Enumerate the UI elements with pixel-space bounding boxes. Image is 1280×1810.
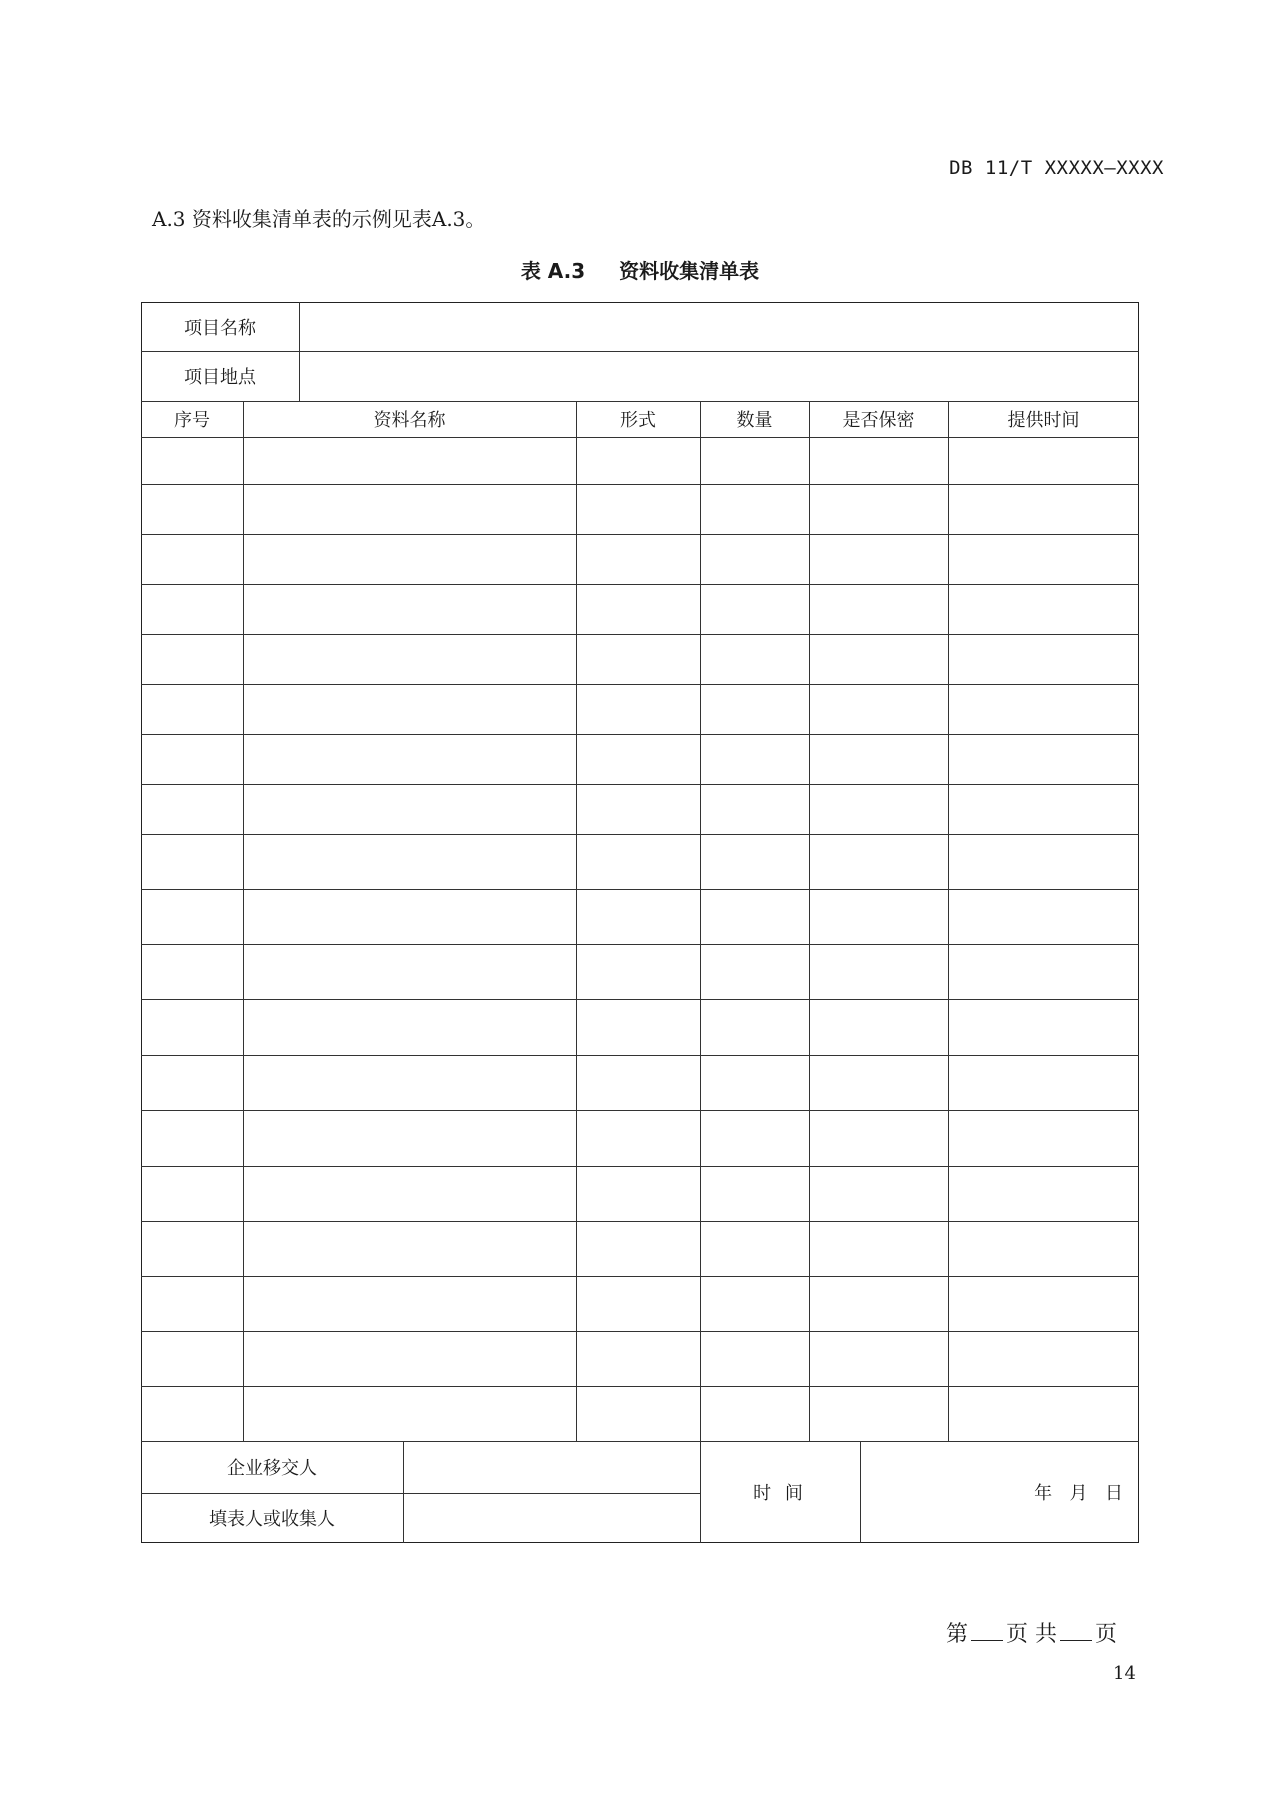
table-caption-title: 资料收集清单表 (619, 259, 760, 283)
project-name-field[interactable] (299, 302, 1139, 351)
table-cell[interactable] (700, 1166, 809, 1221)
table-cell[interactable] (700, 484, 809, 534)
table-cell[interactable] (948, 437, 1139, 484)
table-cell[interactable] (576, 1221, 700, 1276)
table-cell[interactable] (141, 1166, 243, 1221)
table-cell[interactable] (948, 999, 1139, 1055)
table-cell[interactable] (700, 1110, 809, 1166)
table-cell[interactable] (809, 734, 948, 784)
table-cell[interactable] (243, 684, 576, 734)
table-cell[interactable] (576, 684, 700, 734)
table-cell[interactable] (948, 1166, 1139, 1221)
project-name-label: 项目名称 (184, 317, 256, 339)
table-cell[interactable] (809, 1331, 948, 1386)
table-cell[interactable] (243, 437, 576, 484)
page-number: 14 (1113, 1663, 1136, 1684)
table-cell[interactable] (948, 1276, 1139, 1331)
page-prefix: 第 (946, 1622, 969, 1647)
table-cell[interactable] (576, 534, 700, 584)
table-cell[interactable] (576, 944, 700, 999)
table-cell[interactable] (809, 1055, 948, 1110)
table-cell[interactable] (243, 999, 576, 1055)
current-page-blank[interactable] (971, 1624, 1003, 1641)
table-cell[interactable] (576, 784, 700, 834)
table-cell[interactable] (700, 534, 809, 584)
table-cell[interactable] (948, 1386, 1139, 1441)
table-cell[interactable] (243, 1110, 576, 1166)
intro-text: A.3 资料收集清单表的示例见表A.3。 (152, 207, 486, 231)
page-suffix: 页 (1095, 1622, 1118, 1647)
filler-field[interactable] (403, 1493, 700, 1543)
table-cell[interactable] (576, 484, 700, 534)
page-count-footer (946, 1617, 1117, 1648)
table-cell[interactable] (809, 437, 948, 484)
table-cell[interactable] (809, 684, 948, 734)
table-cell[interactable] (141, 1386, 243, 1441)
table-cell[interactable] (700, 784, 809, 834)
table-cell[interactable] (576, 1055, 700, 1110)
table-cell[interactable] (700, 834, 809, 889)
table-cell[interactable] (948, 1055, 1139, 1110)
table-cell[interactable] (243, 1055, 576, 1110)
table-cell[interactable] (700, 634, 809, 684)
table-cell[interactable] (809, 944, 948, 999)
table-cell[interactable] (700, 584, 809, 634)
table-cell[interactable] (243, 834, 576, 889)
table-cell[interactable] (576, 1386, 700, 1441)
table-cell[interactable] (243, 584, 576, 634)
table-cell[interactable] (809, 534, 948, 584)
table-cell[interactable] (576, 734, 700, 784)
table-cell[interactable] (243, 1276, 576, 1331)
document-code: DB 11/T XXXXX—XXXX (949, 157, 1164, 179)
table-cell[interactable] (948, 584, 1139, 634)
col-header-confidential: 是否保密 (842, 410, 915, 431)
table-cell[interactable] (243, 634, 576, 684)
table-cell[interactable] (700, 1055, 809, 1110)
col-header-form: 形式 (620, 410, 656, 431)
table-cell[interactable] (141, 834, 243, 889)
table-cell[interactable] (243, 944, 576, 999)
table-cell[interactable] (141, 684, 243, 734)
table-cell[interactable] (141, 634, 243, 684)
table-cell[interactable] (948, 484, 1139, 534)
table-cell[interactable] (141, 437, 243, 484)
table-cell[interactable] (700, 1276, 809, 1331)
table-cell[interactable] (809, 784, 948, 834)
transferor-label: 企业移交人 (227, 1458, 317, 1479)
table-cell[interactable] (809, 1221, 948, 1276)
table-cell[interactable] (141, 944, 243, 999)
table-cell[interactable] (576, 889, 700, 944)
table-cell[interactable] (576, 1276, 700, 1331)
table-cell[interactable] (948, 834, 1139, 889)
table-caption-number: 表 A.3 (520, 259, 586, 283)
table-cell[interactable] (141, 734, 243, 784)
time-label: 时 间 (753, 1483, 807, 1504)
table-cell[interactable] (243, 784, 576, 834)
total-pages-blank[interactable] (1060, 1624, 1092, 1641)
filler-label: 填表人或收集人 (209, 1509, 335, 1530)
table-cell[interactable] (700, 1331, 809, 1386)
table-cell[interactable] (141, 1331, 243, 1386)
table-cell[interactable] (948, 684, 1139, 734)
table-cell[interactable] (141, 534, 243, 584)
table-cell[interactable] (700, 437, 809, 484)
table-cell[interactable] (243, 534, 576, 584)
transferor-field[interactable] (403, 1441, 700, 1493)
table-cell[interactable] (809, 1386, 948, 1441)
table-cell[interactable] (141, 484, 243, 534)
table-cell[interactable] (576, 999, 700, 1055)
page-mid: 页 共 (1006, 1622, 1058, 1647)
table-cell[interactable] (243, 484, 576, 534)
project-location-label: 项目地点 (184, 367, 256, 388)
table-cell[interactable] (948, 634, 1139, 684)
table-cell[interactable] (809, 1166, 948, 1221)
table-cell[interactable] (243, 1221, 576, 1276)
table-cell[interactable] (576, 584, 700, 634)
table-cell[interactable] (700, 889, 809, 944)
col-header-name: 资料名称 (373, 410, 446, 431)
table-cell[interactable] (141, 1276, 243, 1331)
table-cell[interactable] (948, 534, 1139, 584)
table-cell[interactable] (809, 889, 948, 944)
table-cell[interactable] (576, 834, 700, 889)
table-cell[interactable] (576, 437, 700, 484)
table-cell[interactable] (948, 944, 1139, 999)
table-cell[interactable] (700, 944, 809, 999)
table-cell[interactable] (948, 1331, 1139, 1386)
table-cell[interactable] (141, 889, 243, 944)
table-cell[interactable] (809, 1276, 948, 1331)
table-cell[interactable] (948, 889, 1139, 944)
table-cell[interactable] (141, 584, 243, 634)
date-field[interactable]: 年 月 日 (1034, 1483, 1125, 1504)
table-cell[interactable] (809, 999, 948, 1055)
table-cell[interactable] (576, 1166, 700, 1221)
table-cell[interactable] (809, 584, 948, 634)
table-cell[interactable] (576, 1331, 700, 1386)
table-cell[interactable] (948, 784, 1139, 834)
table-cell[interactable] (243, 734, 576, 784)
table-cell[interactable] (141, 999, 243, 1055)
table-caption (0, 255, 1280, 284)
table-cell[interactable] (700, 734, 809, 784)
table-cell[interactable] (243, 1386, 576, 1441)
table-cell[interactable] (948, 1110, 1139, 1166)
col-header-quantity: 数量 (736, 410, 773, 431)
table-cell[interactable] (700, 684, 809, 734)
table-cell[interactable] (948, 734, 1139, 784)
table-cell[interactable] (809, 834, 948, 889)
table-cell[interactable] (141, 784, 243, 834)
col-header-index: 序号 (174, 410, 210, 431)
project-location-field[interactable] (299, 351, 1139, 401)
table-cell[interactable] (576, 1110, 700, 1166)
table-cell[interactable] (243, 889, 576, 944)
table-cell[interactable] (700, 1221, 809, 1276)
table-cell[interactable] (141, 1055, 243, 1110)
table-cell[interactable] (948, 1221, 1139, 1276)
table-cell[interactable] (243, 1331, 576, 1386)
table-cell[interactable] (243, 1166, 576, 1221)
table-cell[interactable] (809, 484, 948, 534)
table-cell[interactable] (141, 1110, 243, 1166)
table-cell[interactable] (700, 999, 809, 1055)
table-cell[interactable] (700, 1386, 809, 1441)
col-header-time: 提供时间 (1007, 410, 1080, 431)
table-cell[interactable] (809, 1110, 948, 1166)
table-cell[interactable] (141, 1221, 243, 1276)
table-cell[interactable] (809, 634, 948, 684)
table-cell[interactable] (576, 634, 700, 684)
